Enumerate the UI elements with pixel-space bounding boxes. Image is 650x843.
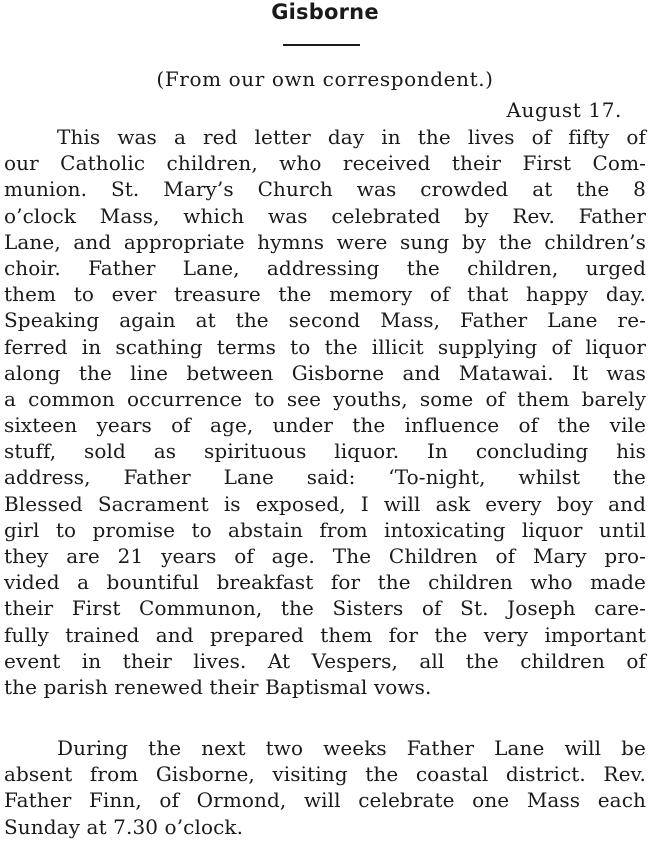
text-line: event in their lives. At Vespers, all the children of (4, 648, 646, 673)
text-line: fully trained and prepared them for the very important (4, 622, 646, 647)
article-headline: Gisborne (271, 0, 379, 24)
text-line: o’clock Mass, which was celebrated by Rev. Father (4, 203, 646, 228)
text-line: a common occurrence to see youths, some of them barely (4, 386, 646, 411)
text-line: our Catholic children, who received their First Com- (4, 151, 646, 176)
text-line: During the next two weeks Father Lane will be (57, 736, 646, 760)
article-dateline: August 17. (506, 98, 622, 122)
text-line: Lane, and appropriate hymns were sung by the children’s (4, 229, 646, 254)
text-line: they are 21 years of age. The Children of Mary pro- (4, 544, 646, 568)
text-line: This was a red letter day in the lives of fifty of (57, 125, 646, 149)
text-line: address, Father Lane said: ‘To-night, whilst the (4, 465, 646, 490)
article-byline: (From our own correspondent.) (156, 67, 494, 91)
text-line: Sunday at 7.30 o’clock. (4, 814, 244, 839)
text-line: Blessed Sacrament is exposed, I will ask every boy and (4, 491, 646, 516)
text-line: stuff, sold as spirituous liquor. In concluding his (4, 439, 646, 464)
text-line: sixteen years of age, under the influence of the vile (4, 413, 646, 438)
text-line: Speaking again at the second Mass, Father Lane re- (4, 308, 646, 333)
text-line: choir. Father Lane, addressing the children, urged (4, 255, 646, 280)
text-line: their First Communon, the Sisters of St. Joseph care- (4, 596, 646, 621)
article-paragraph-2 (4, 735, 646, 840)
text-line: absent from Gisborne, visiting the coastal district. Rev. (4, 762, 646, 787)
text-line: along the line between Gisborne and Matawai. It was (4, 360, 646, 385)
article-paragraph-1 (4, 124, 646, 700)
text-line: munion. St. Mary’s Church was crowded at the 8 (4, 177, 646, 202)
text-line: the parish renewed their Baptismal vows. (4, 674, 432, 699)
text-line: vided a bountiful breakfast for the children who made (4, 570, 646, 595)
headline-rule (283, 44, 360, 46)
text-line: girl to promise to abstain from intoxicating liquor until (4, 517, 646, 542)
text-line: them to ever treasure the memory of that happy day. (4, 282, 646, 307)
text-line: Father Finn, of Ormond, will celebrate one Mass each (4, 788, 646, 813)
text-line: ferred in scathing terms to the illicit supplying of liquor (4, 334, 646, 359)
